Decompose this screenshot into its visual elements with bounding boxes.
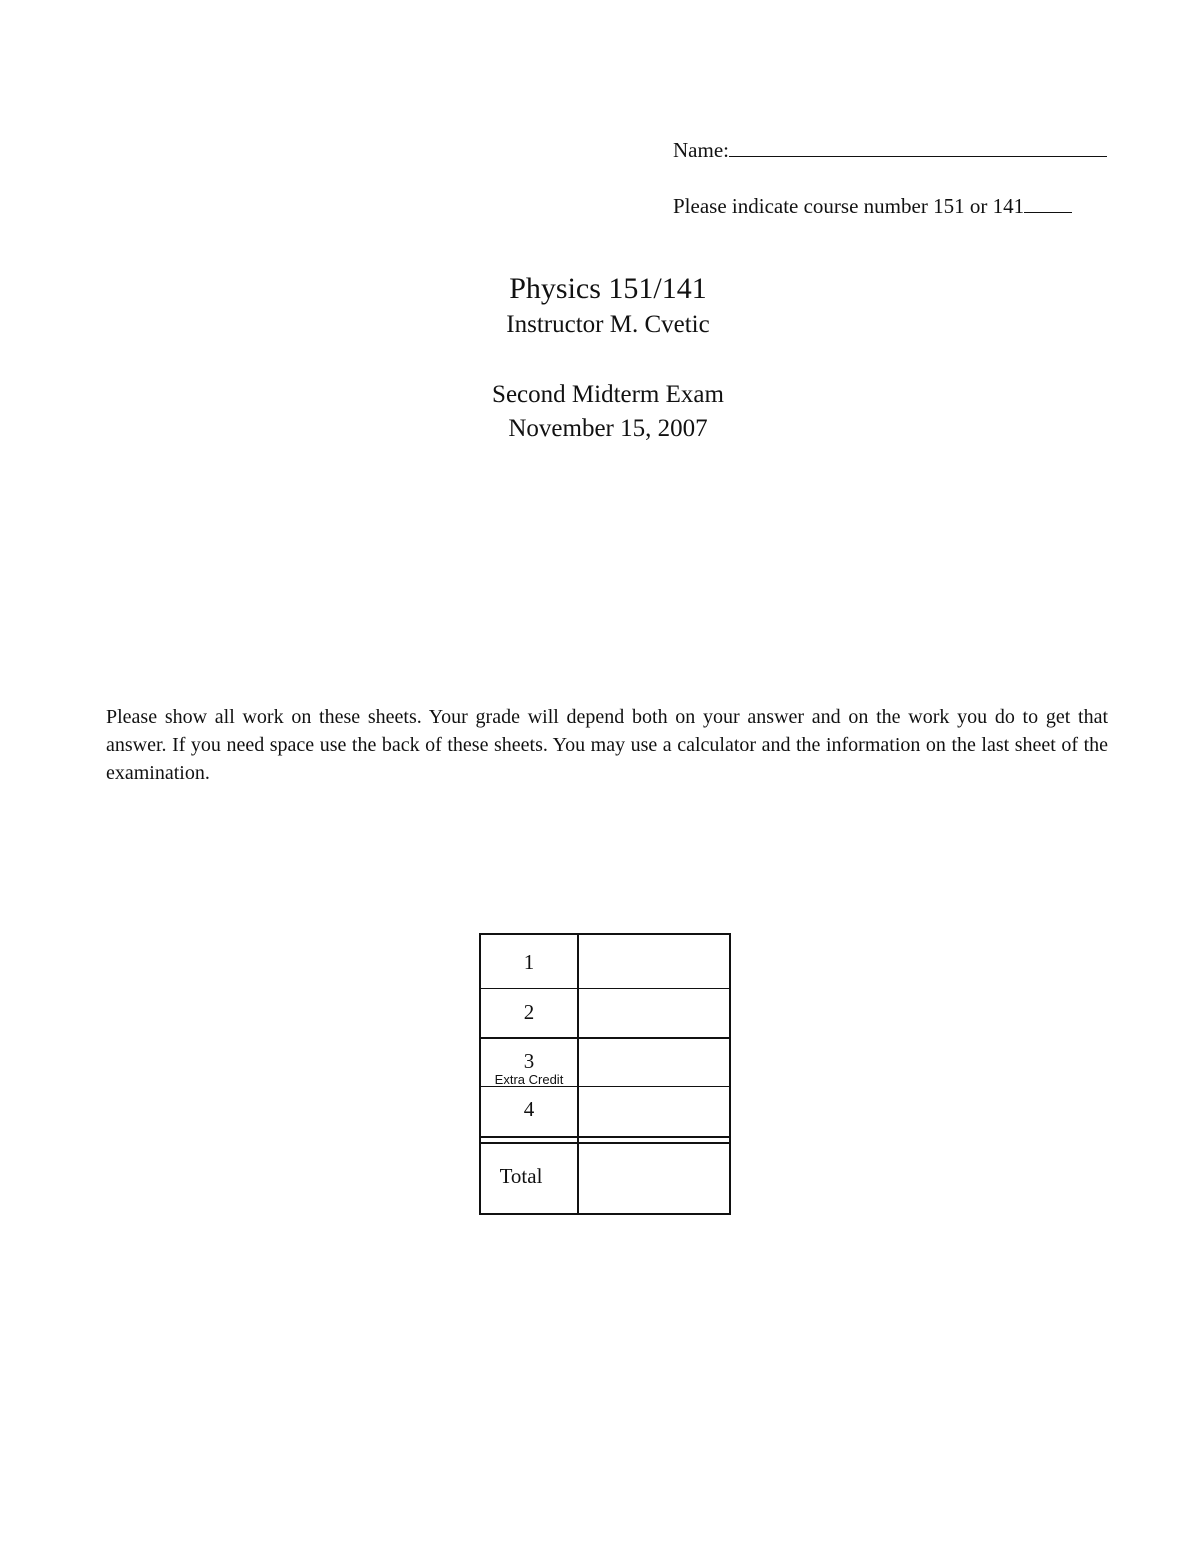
instructor-name: Instructor M. Cvetic: [506, 311, 710, 338]
problem-2-score-cell[interactable]: [579, 989, 729, 1037]
title-block: [408, 270, 808, 446]
problem-1-score-cell[interactable]: [579, 935, 729, 988]
course-title: Physics 151/141: [509, 272, 707, 305]
exam-name: Second Midterm Exam: [492, 381, 724, 408]
exam-instructions: Please show all work on these sheets. Your grade will depend both on your answer and on the work you do to get that answer. If you need space use the back of these sheets. You may use a calculator and the information on the last sheet of the examination.: [106, 706, 1108, 784]
problem-1-label: 1: [523, 950, 535, 974]
name-field-row: [673, 138, 1107, 163]
total-label: Total: [499, 1164, 543, 1188]
problem-3-score-cell[interactable]: [579, 1039, 729, 1086]
problem-4-label: 4: [523, 1097, 535, 1121]
problem-3-note: Extra Credit: [494, 1072, 564, 1087]
problem-2-label: 2: [523, 1000, 535, 1024]
course-number-row: [673, 194, 1072, 219]
exam-date: November 15, 2007: [508, 415, 708, 442]
course-number-prompt: Please indicate course number 151 or 141: [673, 194, 1025, 218]
score-table: [479, 933, 731, 1215]
problem-3-label: 3: [523, 1049, 535, 1073]
total-score-cell[interactable]: [579, 1144, 729, 1213]
name-label: Name:: [673, 138, 729, 162]
problem-4-score-cell[interactable]: [579, 1087, 729, 1136]
name-blank-line[interactable]: [729, 138, 1107, 157]
total-double-rule-top: [479, 1136, 731, 1138]
course-number-blank-line[interactable]: [1024, 194, 1072, 213]
